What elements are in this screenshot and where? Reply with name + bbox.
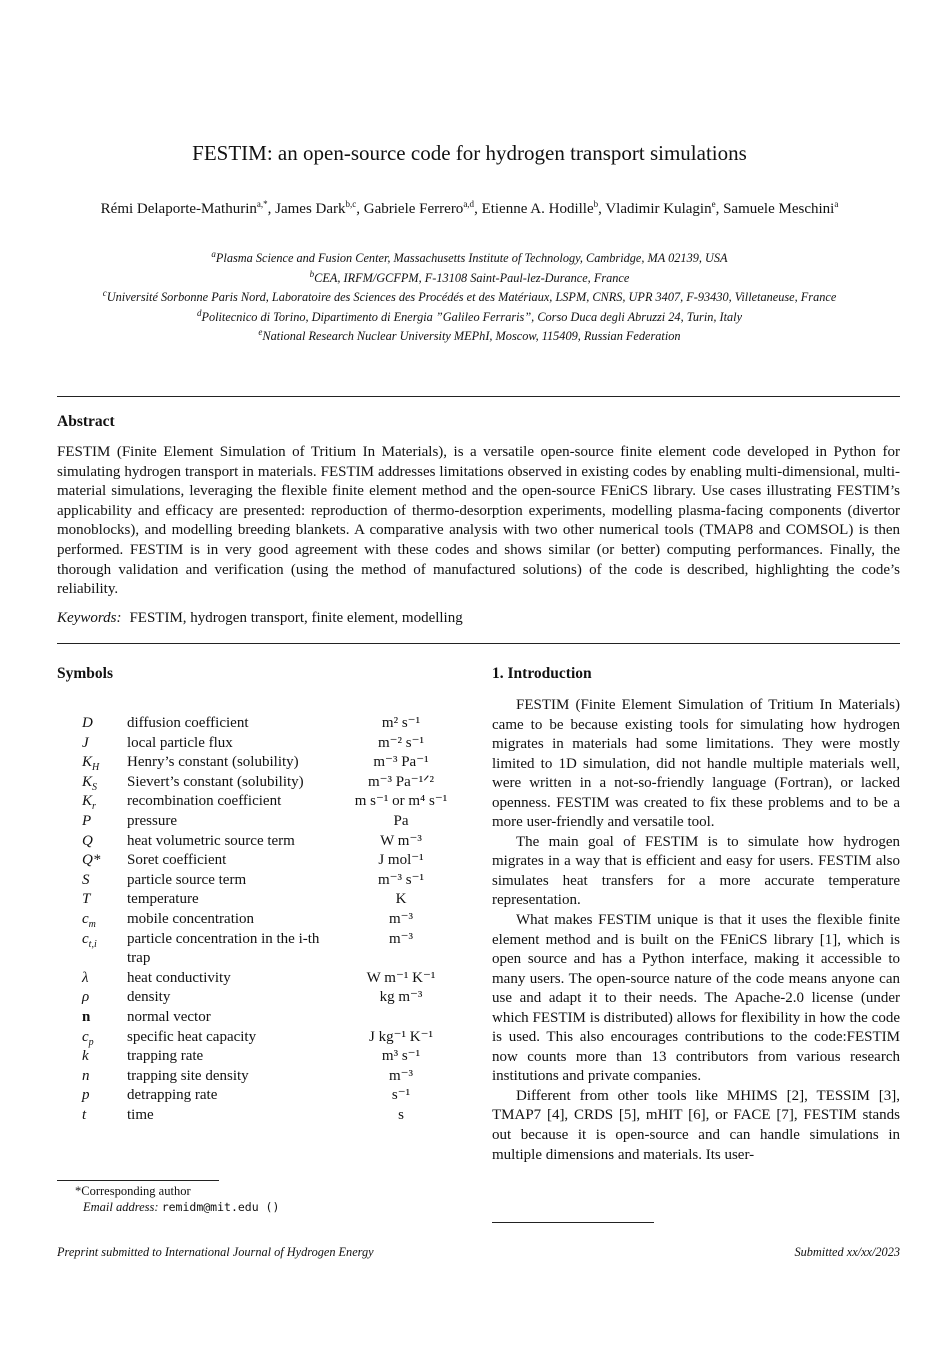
affiliation-d: $^d$Politecnico di Torino, Dipartimento di Energia ”Galileo Ferraris”, Corso Duca degli Abruzzi 24, Turin, Italy <box>196 307 743 324</box>
symbol-unit: s⁻¹ <box>391 1087 411 1104</box>
symbol-desc: Sievert’s constant (solubility) <box>127 773 304 790</box>
symbol-desc: mobile concentration <box>127 910 255 927</box>
symbol-row <box>57 1067 465 1087</box>
symbol-unit: m⁻³ s⁻¹ <box>377 871 425 888</box>
footnote <box>57 1183 279 1215</box>
symbol: $c_p$ <box>82 1028 94 1048</box>
introduction-heading: 1. Introduction <box>492 665 592 682</box>
footnote-rule-left <box>57 1180 219 1181</box>
symbol-unit: s <box>398 1106 404 1123</box>
symbol-desc: pressure <box>127 812 177 829</box>
symbol-subscript: H <box>92 762 100 774</box>
symbol-desc: trapping rate <box>127 1048 204 1065</box>
symbol-subscript: p <box>88 1036 94 1048</box>
symbol-unit: m⁻³ <box>388 1067 414 1084</box>
symbol-row <box>57 1008 465 1028</box>
symbol: $K_S$ <box>82 773 98 793</box>
symbol-row <box>57 792 465 812</box>
symbol-subscript: S <box>92 781 98 793</box>
symbol-desc: heat conductivity <box>127 969 231 986</box>
author-list: Rémi Delaporte-Mathurin$^{a,*}$, James Dark$^{b,c}$, Gabriele Ferrero$^{a,d}$, Etienne A. Hodille$^b$, Vladimir Kulagin$^e$, Samuele Meschini$^a$ <box>100 199 839 217</box>
symbol-row <box>57 773 465 793</box>
symbol-subscript: r <box>92 801 96 813</box>
symbol-unit: W m⁻³ <box>380 832 422 849</box>
affiliation-b: $^b$CEA, IRFM/GCFPM, F-13108 Saint-Paul-lez-Durance, France <box>309 268 630 285</box>
symbol-row <box>57 930 465 969</box>
symbol-row <box>57 734 465 754</box>
symbol-desc: temperature <box>127 891 199 908</box>
symbol-desc: particle source term <box>127 871 247 888</box>
symbol-row <box>57 988 465 1008</box>
email-line <box>57 1199 279 1215</box>
corresponding-author: *Corresponding author <box>75 1184 191 1198</box>
symbol-row <box>57 1086 465 1106</box>
symbol-unit: m⁻³ <box>388 930 414 947</box>
symbol-unit: m s⁻¹ or m⁴ s⁻¹ <box>354 793 448 810</box>
divider-top <box>57 396 900 397</box>
keywords-label: Keywords: <box>57 610 122 626</box>
symbol: Q* <box>82 852 101 869</box>
symbol-row <box>57 1047 465 1067</box>
symbol-desc: density <box>127 989 171 1006</box>
symbol-row <box>57 812 465 832</box>
email-label: Email address: <box>83 1200 159 1214</box>
symbol-desc: heat volumetric source term <box>127 832 295 849</box>
footer-left: Preprint submitted to International Journal of Hydrogen Energy <box>57 1245 374 1259</box>
keywords-text: FESTIM, hydrogen transport, finite element, modelling <box>129 610 463 626</box>
intro-paragraph-3: What makes FESTIM unique is that it uses the flexible finite element method and is built on the FEniCS library [1], which is open source and has a Python interface, making it accessible to many users. The open-source nature of the code means anyone can use and adapt it to their needs. The Apache-2.0 license (under which FESTIM is distributed) allows for flexibility in how the code is used. This also encourages contributions to the code:FESTIM now counts more than 13 contributors from various research institutions and private companies. <box>492 912 900 1085</box>
footnote-rule-right <box>492 1222 654 1223</box>
symbol-row <box>57 753 465 773</box>
symbol-unit: K <box>395 891 407 908</box>
paper-title: FESTIM: an open-source code for hydrogen transport simulations <box>192 141 747 165</box>
symbol: $K_H$ <box>82 754 100 774</box>
symbol: ρ <box>82 989 90 1006</box>
symbol: n <box>82 1008 91 1025</box>
keywords <box>57 610 463 627</box>
symbol: Q <box>82 832 93 849</box>
symbol: $c_{t,i}$ <box>82 930 97 950</box>
symbol-desc: local particle flux <box>127 734 233 751</box>
symbols-heading: Symbols <box>57 665 113 682</box>
symbol-row <box>57 1028 465 1048</box>
symbol-unit: W m⁻¹ K⁻¹ <box>366 969 436 986</box>
symbol-subscript: t,i <box>88 938 97 950</box>
divider-bottom <box>57 643 900 644</box>
symbol-unit: m⁻³ Pa⁻¹ <box>373 754 429 771</box>
symbol: $K_r$ <box>82 793 96 813</box>
symbol-row <box>57 1106 465 1126</box>
symbol-row <box>57 871 465 891</box>
footer-right: Submitted xx/xx/2023 <box>794 1245 900 1259</box>
symbol: t <box>82 1106 87 1123</box>
symbols-table <box>57 714 465 1125</box>
symbol-row <box>57 890 465 910</box>
affiliations <box>58 247 881 345</box>
symbol-desc: Henry’s constant (solubility) <box>127 754 299 771</box>
symbol-unit: Pa <box>393 812 409 829</box>
symbol-unit: m² s⁻¹ <box>381 715 421 731</box>
abstract-text: FESTIM (Finite Element Simulation of Tritium In Materials), is a versatile open-source finite element code developed in Python for simulating hydrogen transport in materials. FESTIM addresses limitations observed in existing codes by enabling multi-dimensional, multi-material simulations, leveraging the flexible finite element method and the open-source FEniCS library. Use cases illustrating FESTIM’s applicability and efficacy are presented: reproduction of thermo-desorption experiments, modelling plasma-facing components (divertor monoblocks), and modelling breeding blankets. A comparative analysis with two other numerical tools (TMAP8 and COMSOL) is then performed. FESTIM is in very good agreement with these codes and shows similar (or better) computing performances. Finally, the thorough validation and verification (using the method of manufactured solutions) of the code is described, highlighting the code’s reliability. <box>57 444 900 598</box>
symbol: S <box>82 871 90 888</box>
affiliation-c: $^c$Université Sorbonne Paris Nord, Laboratoire des Sciences des Procédés et des Matériaux, LSPM, CNRS, UPR 3407, F-93430, Villetaneuse, France <box>102 288 837 305</box>
intro-paragraph-2: The main goal of FESTIM is to simulate how hydrogen migrates in a way that is efficient and easy for users. FESTIM also simulates heat transfers for a more accurate temperature representation. <box>492 833 900 909</box>
symbol-desc: trapping site density <box>127 1067 249 1084</box>
symbol-unit: kg m⁻³ <box>379 989 423 1006</box>
symbol-unit: m⁻³ <box>388 910 414 927</box>
symbol-row <box>57 969 465 989</box>
symbol-unit: m³ s⁻¹ <box>381 1048 421 1065</box>
symbol-unit: m⁻³ Pa⁻¹ᐟ² <box>367 773 435 790</box>
symbol: J <box>82 734 89 751</box>
symbol-row <box>57 851 465 871</box>
symbol-row <box>57 832 465 852</box>
symbol-row <box>57 714 465 734</box>
symbol: T <box>82 891 91 908</box>
intro-paragraph-4: Different from other tools like MHIMS [2], TESSIM [3], TMAP7 [4], CRDS [5], mHIT [6], or FACE [7], FESTIM stands out because it is open-source and can handle simulations in multiple dimensions and materials. Its user- <box>492 1087 900 1163</box>
introduction-body <box>492 696 900 1165</box>
email-link[interactable]: remidm@mit.edu () <box>161 1200 280 1214</box>
symbol: D <box>82 715 93 731</box>
symbol: n <box>82 1067 90 1084</box>
symbol-subscript: m <box>88 918 96 930</box>
affiliation-a: $^a$Plasma Science and Fusion Center, Massachusetts Institute of Technology, Cambridge, MA 02139, USA <box>211 249 728 266</box>
symbol-desc: Soret coefficient <box>127 852 227 869</box>
symbol-unit: J mol⁻¹ <box>378 852 424 869</box>
intro-paragraph-1: FESTIM (Finite Element Simulation of Tritium In Materials) came to be because existing tools for simulating how hydrogen migrates in materials had some limitations. They were mostly limited to 1D simulation, did not handle multiple materials well, were written in a not-so-friendly language (Fortran), or lacked openness. FESTIM was created to fix these problems and to be a more user-friendly and versatile tool. <box>492 697 900 831</box>
symbol-desc: diffusion coefficient <box>127 715 249 731</box>
symbol-desc: detrapping rate <box>127 1087 218 1104</box>
symbol: $c_m$ <box>82 910 96 930</box>
symbol-desc: particle concentration in the i-th trap <box>127 930 320 967</box>
symbol: p <box>82 1087 90 1104</box>
symbol-desc: normal vector <box>127 1008 211 1025</box>
symbol: k <box>82 1048 89 1065</box>
symbol-desc: specific heat capacity <box>127 1028 257 1045</box>
affiliation-e: $^e$National Research Nuclear University MEPhI, Moscow, 115409, Russian Federation <box>258 327 681 344</box>
symbol: P <box>82 812 92 829</box>
symbol-desc: time <box>127 1106 154 1123</box>
symbol-unit: m⁻² s⁻¹ <box>377 734 425 751</box>
symbol-unit: J kg⁻¹ K⁻¹ <box>369 1028 433 1045</box>
symbol: λ <box>82 969 89 986</box>
symbol-row <box>57 910 465 930</box>
abstract-heading: Abstract <box>57 413 115 430</box>
symbol-desc: recombination coefficient <box>127 793 282 810</box>
